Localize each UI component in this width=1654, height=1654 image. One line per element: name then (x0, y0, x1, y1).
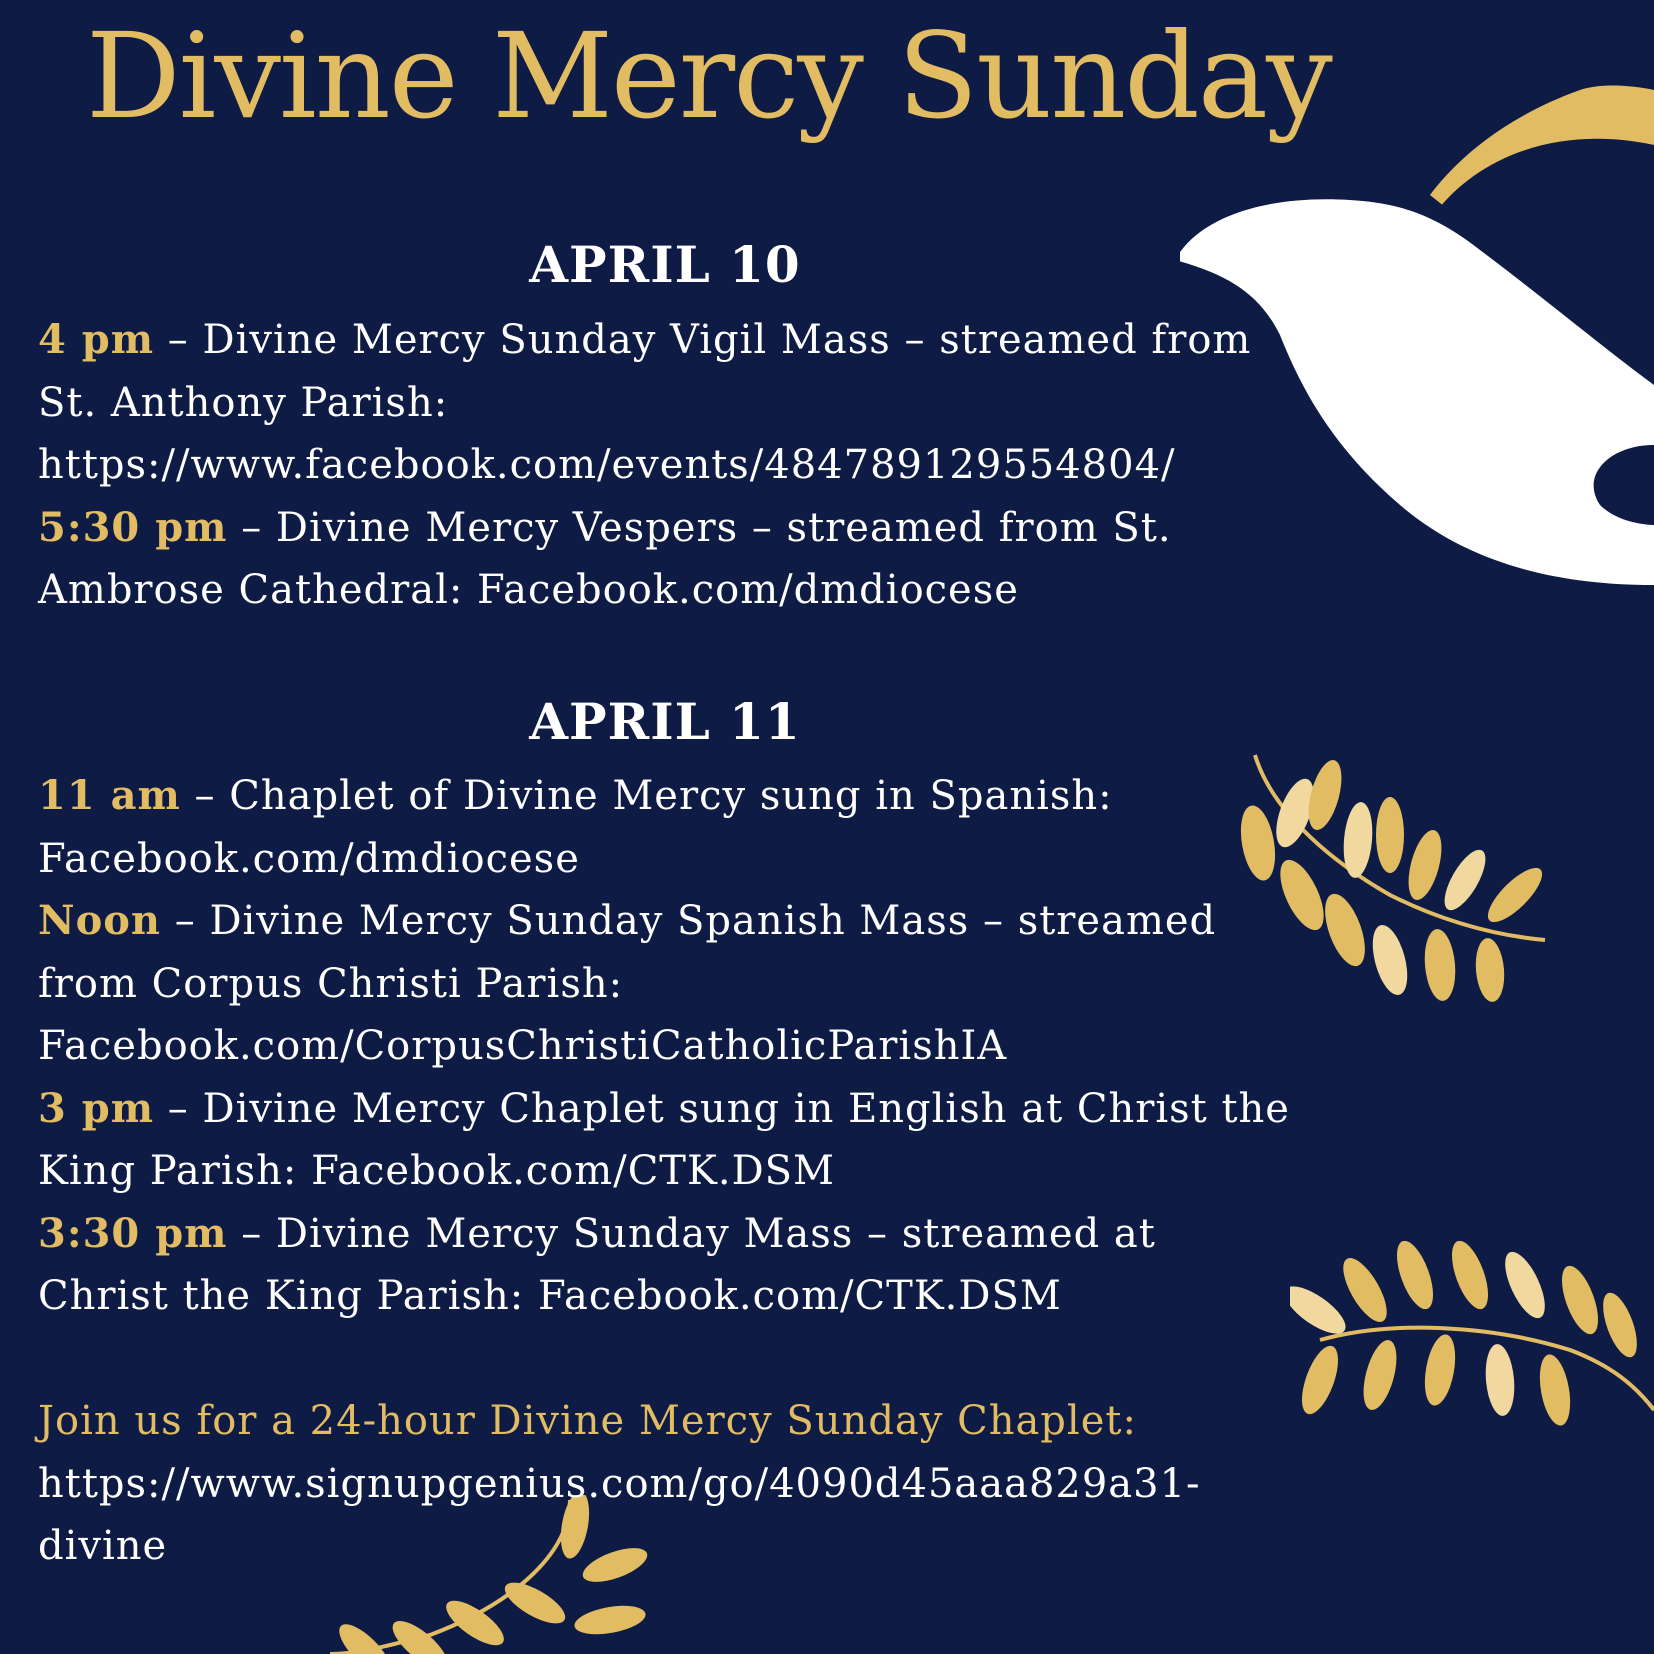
event-description: – Divine Mercy Vespers – streamed from St. Ambrose Cathedral: Facebook.com/dmdiocese (38, 504, 1172, 613)
schedule-item (38, 497, 1298, 622)
leaf-branch-icon (1290, 1240, 1654, 1430)
schedule-april-11 (38, 765, 1298, 1328)
schedule-april-10 (38, 309, 1298, 622)
date-heading-april-10: APRIL 10 (529, 235, 801, 294)
event-description: – Divine Mercy Sunday Spanish Mass – streamed from Corpus Christi Parish: Facebook.com/CorpusChristiCatholicParishIA (38, 898, 1217, 1069)
event-time: 5:30 pm (38, 503, 228, 551)
event-time: 3:30 pm (38, 1209, 228, 1257)
signup-link[interactable]: https://www.signupgenius.com/go/4090d45aaa829a31-divine (38, 1460, 1201, 1569)
event-description: – Divine Mercy Chaplet sung in English at Christ the King Parish: Facebook.com/CTK.DSM (38, 1085, 1290, 1194)
schedule-item (38, 1203, 1298, 1328)
schedule-item (38, 1078, 1298, 1203)
event-description: – Divine Mercy Sunday Vigil Mass – streamed from St. Anthony Parish: https://www.facebook.com/events/484789129554804/ (38, 317, 1252, 488)
event-description: – Divine Mercy Sunday Mass – streamed at Christ the King Parish: Facebook.com/CTK.DSM (38, 1210, 1156, 1319)
page-title: Divine Mercy Sunday (86, 7, 1331, 145)
schedule-item (38, 890, 1298, 1078)
invite-text: Join us for a 24-hour Divine Mercy Sunday Chaplet: (38, 1398, 1137, 1444)
event-time: 11 am (38, 772, 181, 819)
event-time: 3 pm (38, 1084, 155, 1132)
event-time: Noon (38, 897, 162, 944)
event-time: 4 pm (38, 316, 155, 363)
event-description: – Chaplet of Divine Mercy sung in Spanish: Facebook.com/dmdiocese (38, 773, 1113, 882)
schedule-item (38, 765, 1298, 890)
schedule-item (38, 309, 1298, 497)
date-heading-april-11: APRIL 11 (529, 692, 801, 751)
footer-invite (38, 1390, 1298, 1578)
